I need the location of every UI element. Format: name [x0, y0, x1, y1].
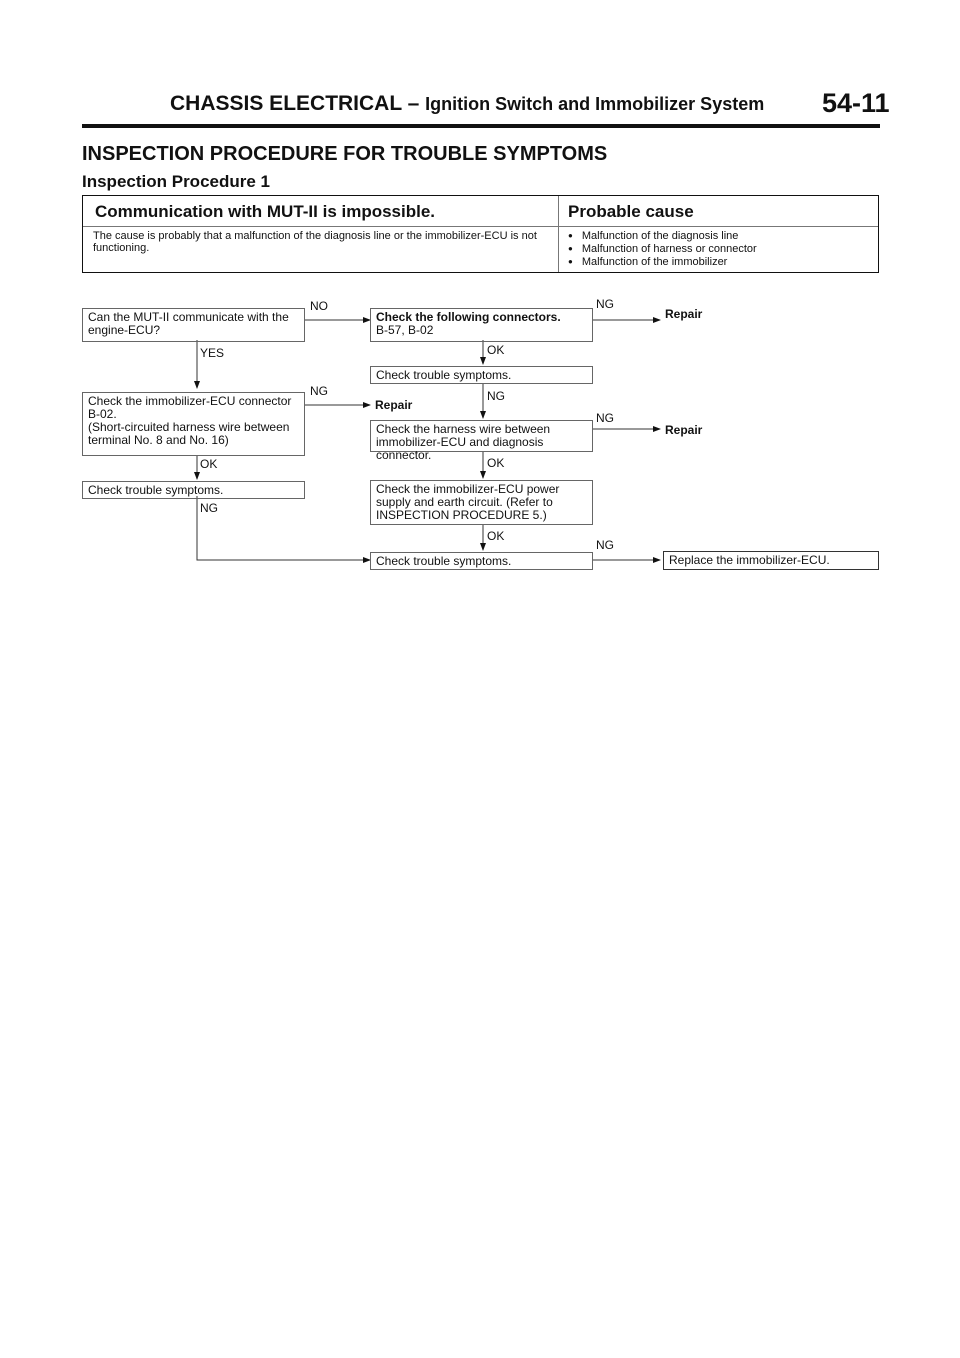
probable-cause-heading: Probable cause [568, 202, 694, 221]
branch-label-ok: OK [487, 529, 505, 543]
branch-label-ok: OK [487, 456, 505, 470]
header-section: CHASSIS ELECTRICAL [170, 92, 402, 115]
header-dash: – [401, 92, 426, 115]
list-item: ● Malfunction of harness or connector [568, 243, 757, 256]
header-subtitle: Ignition Switch and Immobilizer System [425, 94, 765, 114]
check-symptoms-box-1: Check trouble symptoms. [370, 366, 593, 384]
branch-label-ok: OK [200, 457, 218, 471]
check-harness-box: Check the harness wire between immobilizer-ECU and diagnosis connector. [370, 420, 593, 452]
branch-label-no: NO [310, 299, 328, 313]
check-connectors-title: Check the following connectors. [376, 310, 561, 324]
branch-label-ng: NG [596, 411, 614, 425]
list-item: ● Malfunction of the diagnosis line [568, 230, 757, 243]
check-symptoms-box-left: Check trouble symptoms. [82, 481, 305, 499]
branch-label-yes: YES [200, 346, 225, 360]
procedure-title: Inspection Procedure 1 [82, 172, 270, 191]
branch-label-ng: NG [310, 384, 328, 398]
replace-immo-ecu-box: Replace the immobilizer-ECU. [663, 551, 879, 570]
check-power-box: Check the immobilizer-ECU power supply and earth circuit. (Refer to INSPECTION PROCEDURE 5.) [370, 480, 593, 525]
branch-label-ng: NG [487, 389, 505, 403]
section-title: INSPECTION PROCEDURE FOR TROUBLE SYMPTOMS [82, 143, 608, 165]
list-item: ● Malfunction of the immobilizer [568, 256, 757, 269]
repair-terminal-1: Repair [665, 307, 703, 321]
branch-label-ok: OK [487, 343, 505, 357]
repair-terminal-2: Repair [375, 398, 413, 412]
page-number: 54-11 [822, 88, 890, 118]
repair-terminal-3: Repair [665, 423, 703, 437]
check-immo-connector-text: Check the immobilizer-ECU connector B-02. [88, 394, 292, 421]
check-connectors-ids: B-57, B-02 [376, 323, 434, 337]
check-symptoms-box-bottom: Check trouble symptoms. [370, 552, 593, 570]
symptom-title: Communication with MUT-II is impossible. [95, 202, 436, 221]
branch-label-ng: NG [200, 501, 218, 515]
branch-label-ng: NG [596, 538, 614, 552]
check-immo-connector-box [82, 392, 305, 456]
symptom-description: The cause is probably that a malfunction of the diagnosis line or the immobilizer-ECU is not functioning. [93, 230, 537, 254]
check-immo-connector-note: (Short-circuited harness wire between terminal No. 8 and No. 16) [88, 420, 290, 447]
question-mut-engine-ecu: Can the MUT-II communicate with the engine-ECU? [82, 308, 305, 342]
branch-label-ng: NG [596, 297, 614, 311]
arrow-ng-left [197, 496, 370, 560]
check-connectors-box [370, 308, 593, 342]
